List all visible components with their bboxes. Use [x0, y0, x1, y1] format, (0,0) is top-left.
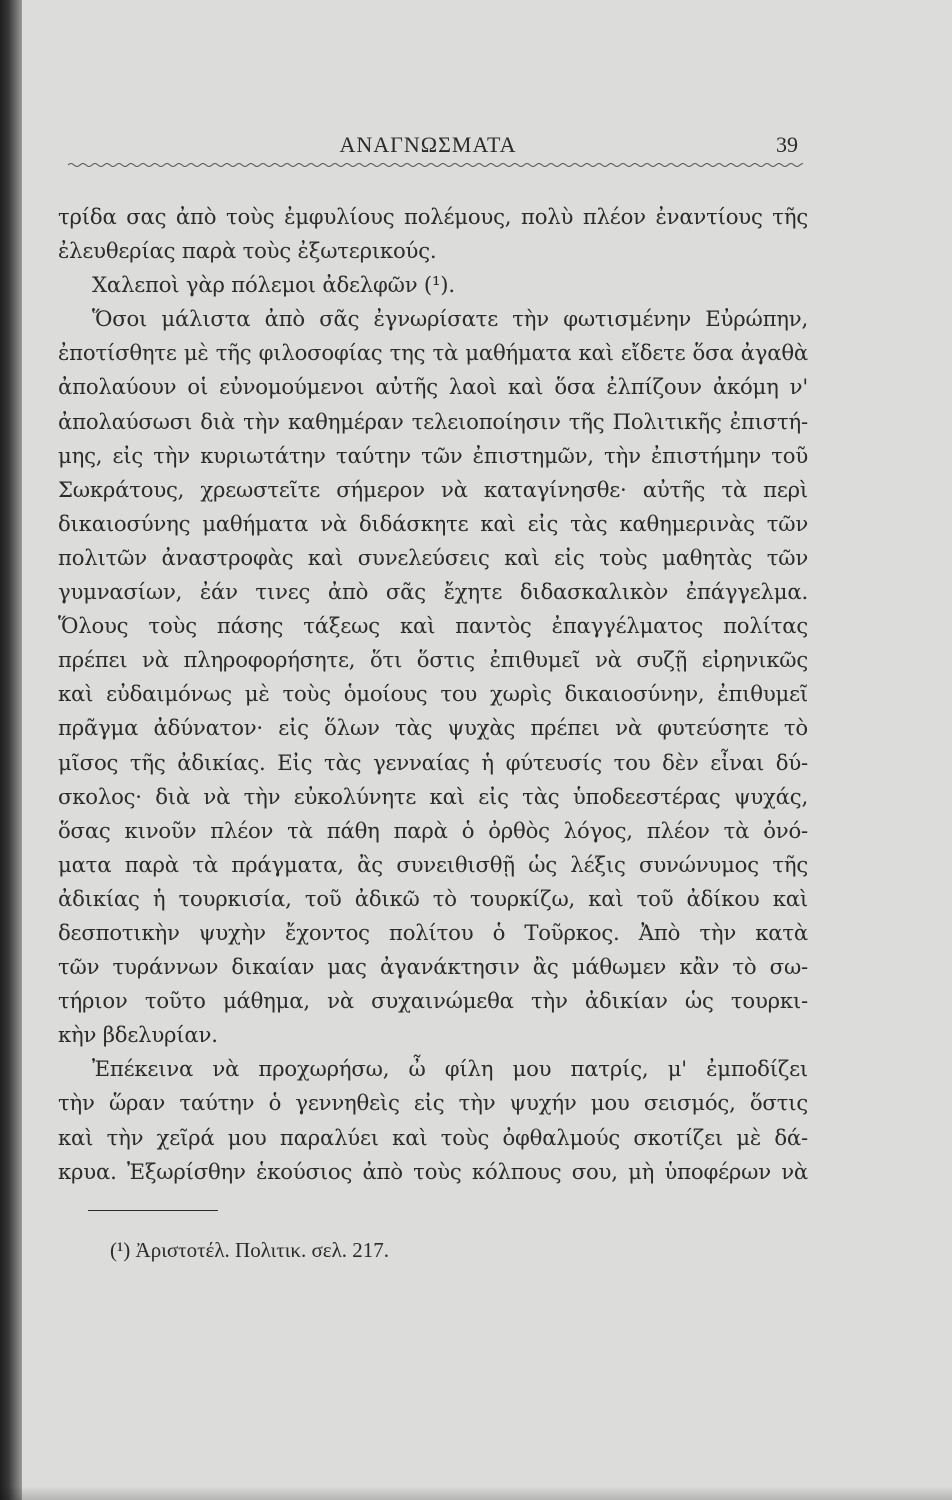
text-line: τρίδα σας ἀπὸ τοὺς ἐμφυλίους πολέμους, πολὺ πλέον ἐναντίους τῆς [58, 204, 808, 229]
text-line: μῖσος τῆς ἀδικίας. Εἰς τὰς γενναίας ἡ φύτευσίς του δὲν εἶναι δύ- [58, 749, 808, 775]
text-line: καὶ τὴν χεῖρά μου παραλύει καὶ τοὺς ὀφθαλμούς σκοτίζει μὲ δά- [58, 1124, 808, 1150]
text-line: κρυα. Ἐξωρίσθην ἑκούσιος ἀπὸ τοὺς κόλπους σου, μὴ ὑποφέρων νὰ [58, 1158, 808, 1184]
page-number: 39 [776, 132, 798, 157]
footnote-rule [88, 1210, 218, 1211]
text-line: ἀπολαύσωσι διὰ τὴν καθημέραν τελειοποίησιν τῆς Πολιτικῆς ἐπιστή- [58, 408, 808, 434]
scan-binding-edge [0, 0, 22, 1500]
wavy-header-rule [68, 162, 803, 168]
running-head: ΑΝΑΓΝΩΣΜΑΤΑ [339, 132, 517, 157]
text-line: Σωκράτους, χρεωστεῖτε σήμερον νὰ καταγίνησθε· αὐτῆς τὰ περὶ [58, 476, 808, 502]
text-line: πρέπει νὰ πληροφορήσητε, ὅτι ὅστις ἐπιθυμεῖ νὰ συζῇ εἰρηνικῶς [58, 647, 808, 673]
text-line: κὴν βδελυρίαν. [58, 1022, 218, 1048]
text-line: τήριον τοῦτο μάθημα, νὰ συχαινώμεθα τὴν ἀδικίαν ὡς τουρκι- [58, 988, 808, 1014]
text-line: σκολος· διὰ νὰ τὴν εὐκολύνητε καὶ εἰς τὰς ὑποδεεστέρας ψυχάς, [58, 783, 808, 809]
text-line: τὴν ὥραν ταύτην ὁ γεννηθεὶς εἰς τὴν ψυχήν μου σεισμός, ὅστις [58, 1090, 808, 1116]
text-line: ἐποτίσθητε μὲ τῆς φιλοσοφίας της τὰ μαθήματα καὶ εἴδετε ὅσα ἀγαθὰ [58, 340, 808, 366]
text-line: ἀδικίας ἡ τουρκισία, τοῦ ἀδικῶ τὸ τουρκίζω, καὶ τοῦ ἀδίκου καὶ [58, 885, 808, 911]
footnote-text: Ἀριστοτέλ. Πολιτικ. σελ. 217. [135, 1238, 390, 1262]
text-line: πρᾶγμα ἀδύνατον· εἰς ὅλων τὰς ψυχὰς πρέπει νὰ φυτεύσητε τὸ [58, 715, 808, 741]
text-line: γυμνασίων, ἐάν τινες ἀπὸ σᾶς ἔχητε διδασκαλικὸν ἐπάγγελμα. [58, 579, 808, 605]
page-header [58, 132, 798, 166]
text-line: ἀπολαύουν οἱ εὐνομούμενοι αὐτῆς λαοὶ καὶ ὅσα ἐλπίζουν ἀκόμη ν' [58, 374, 808, 400]
text-line: πολιτῶν ἀναστροφὰς καὶ συνελεύσεις καὶ εἰς τοὺς μαθητὰς τῶν [58, 544, 808, 570]
footnote-marker: (¹) [110, 1238, 131, 1262]
scan-bottom-shadow [0, 1486, 952, 1500]
text-line: τῶν τυράννων δικαίαν μας ἀγανάκτησιν ἂς μάθωμεν κἂν τὸ σω- [58, 954, 808, 980]
text-line: ματα παρὰ τὰ πράγματα, ἂς συνειθισθῇ ὡς λέξις συνώνυμος τῆς [58, 851, 808, 877]
text-line: καὶ εὐδαιμόνως μὲ τοὺς ὁμοίους του χωρὶς δικαιοσύνην, ἐπιθυμεῖ [58, 681, 808, 707]
text-line: Ἐπέκεινα νὰ προχωρήσω, ὦ φίλη μου πατρίς, μ' ἐμποδίζει [92, 1056, 808, 1082]
text-line: Χαλεποὶ γὰρ πόλεμοι ἀδελφῶν (¹). [92, 272, 455, 298]
footnote [110, 1238, 389, 1263]
text-line: δικαιοσύνης μαθήματα νὰ διδάσκητε καὶ εἰς τὰς καθημερινὰς τῶν [58, 510, 808, 536]
body-text [58, 200, 808, 1189]
text-line: ἐλευθερίας παρὰ τοὺς ἐξωτερικούς. [58, 238, 437, 264]
text-line: δεσποτικὴν ψυχὴν ἔχοντος πολίτου ὁ Τοῦρκος. Ἀπὸ τὴν κατὰ [58, 919, 808, 945]
text-line: μης, εἰς τὴν κυριωτάτην ταύτην τῶν ἐπιστημῶν, τὴν ἐπιστήμην τοῦ [58, 442, 808, 468]
text-line: Ὅλους τοὺς πάσης τάξεως καὶ παντὸς ἐπαγγέλματος πολίτας [58, 613, 808, 639]
text-line: Ὅσοι μάλιστα ἀπὸ σᾶς ἐγνωρίσατε τὴν φωτισμένην Εὐρώπην, [92, 306, 808, 332]
text-line: ὅσας κινοῦν πλέον τὰ πάθη παρὰ ὁ ὀρθὸς λόγος, πλέον τὰ ὀνό- [58, 817, 808, 843]
